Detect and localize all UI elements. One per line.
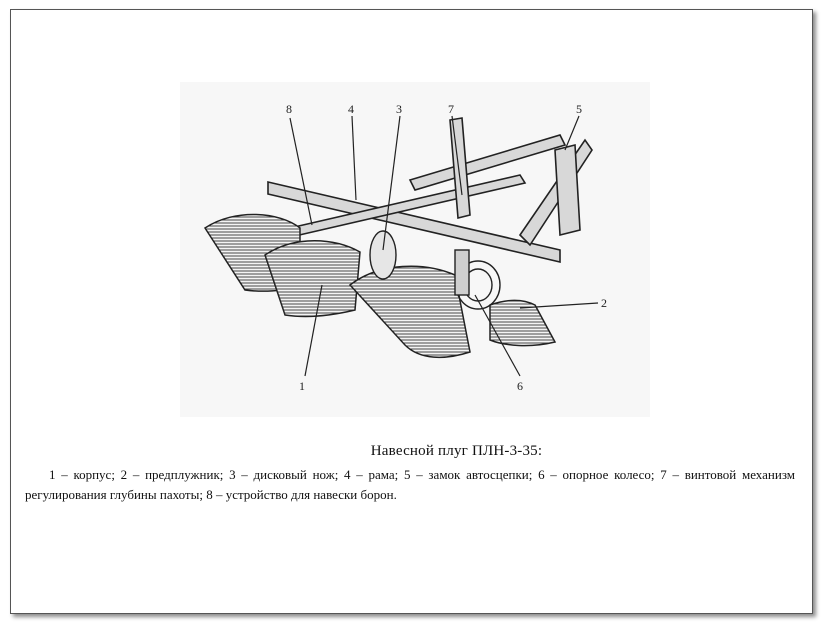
callout-6: 6 bbox=[517, 379, 523, 393]
callout-2: 2 bbox=[601, 296, 607, 310]
callout-5: 5 bbox=[576, 102, 582, 116]
callout-7: 7 bbox=[448, 102, 454, 116]
figure-title: Навесной плуг ПЛН-3-35: bbox=[370, 443, 543, 459]
callout-8: 8 bbox=[286, 102, 292, 116]
figure-caption: 1 – корпус; 2 – предплужник; 3 – дисковый нож; 4 – рама; 5 – замок автосцепки; 6 – опорное колесо; 7 – винтовой механизм регулирования глубины пахоты; 8 – устройство для навески борон. bbox=[25, 467, 795, 502]
callout-4: 4 bbox=[348, 102, 354, 116]
callout-3: 3 bbox=[396, 102, 402, 116]
callout-1: 1 bbox=[299, 379, 305, 393]
